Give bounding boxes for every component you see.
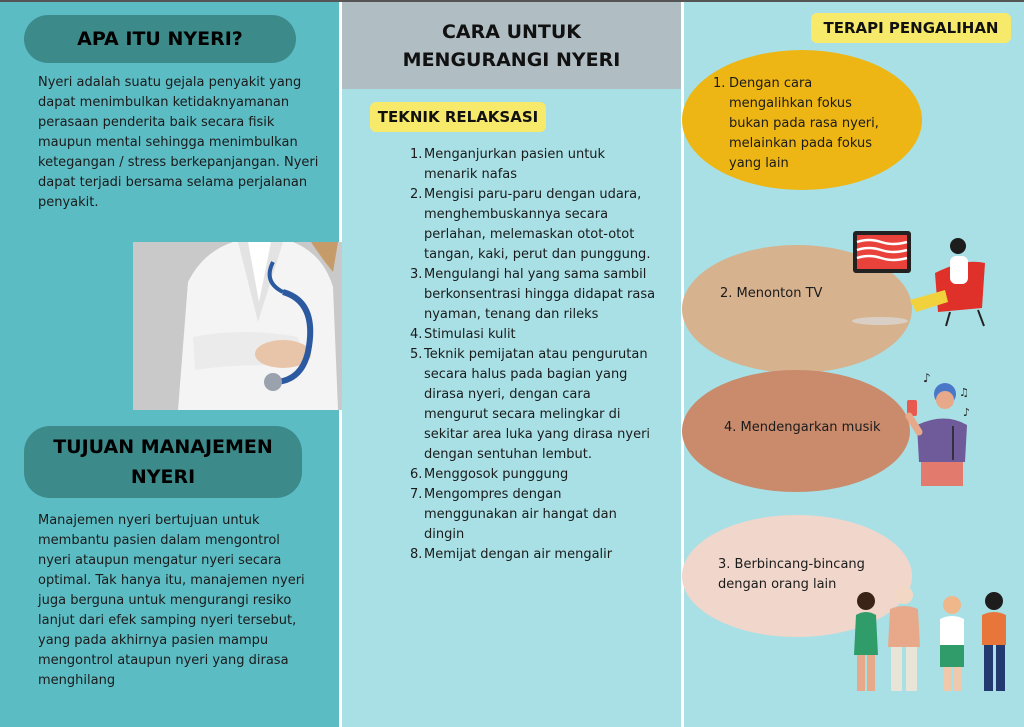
list-item: 2. Mengisi paru-paru dengan udara, menghembuskannya secara perlahan, melemaskan otot-otot tangan, kaki, perut dan punggung. (410, 187, 651, 262)
title-line2: MENGURANGI NYERI (402, 49, 621, 71)
heading-tujuan-manajemen (24, 426, 302, 498)
list-item: 3. Mengulangi hal yang sama sambil berkonsentrasi hingga didapat rasa nyaman, tenang dan rileks (410, 267, 656, 322)
title-line1: CARA UNTUK (441, 21, 582, 43)
list-item: 6. Menggosok punggung (410, 467, 569, 482)
heading-apa-itu-nyeri: APA ITU NYERI? (24, 15, 296, 63)
list-item: 8. Memijat dengan air mengalir (410, 547, 613, 562)
list-item: 5. Teknik pemijatan atau pengurutan secara halus pada bagian yang dirasa nyeri, dengan cara mengurut secara melingkar di sekitar area luka yang dirasa nyeri dengan sentuhan lembut. (410, 347, 651, 462)
paragraph-definition: Nyeri adalah suatu gejala penyakit yang dapat menimbulkan ketidaknyamanan perasaan penderita baik secara fisik maupun mental sehingga menimbulkan ketegangan / stress berkepanjangan. Nyeri dapat terjadi bersama selama perjalanan penyakit. (38, 75, 319, 210)
item1-text: 1. Dengan cara mengalihkan fokus bukan pada rasa nyeri, melainkan pada fokus yang lain (713, 76, 879, 171)
list-item: 7. Mengompres dengan menggunakan air hangat dan dingin (410, 487, 617, 542)
svg-text:♫: ♫ (959, 386, 969, 399)
paragraph-purpose: Manajemen nyeri bertujuan untuk membantu pasien dalam mengontrol nyeri ataupun mengatur nyeri secara optimal. Tak hanya itu, manajemen nyeri juga berguna untuk mengurangi resiko lanjut dari efek samping nyeri tersebut, yang pada akhirnya pasien mampu mengontrol ataupun nyeri yang dirasa menghilang (38, 513, 305, 688)
title-terapi-pengalihan: TERAPI PENGALIHAN (811, 13, 1011, 43)
list-item: 4. Stimulasi kulit (410, 327, 516, 342)
doctor-photo (133, 242, 377, 410)
relaxation-steps-list (410, 145, 656, 565)
heading-tujuan-line1: TUJUAN MANAJEMEN (53, 436, 273, 458)
item3-text: 4. Mendengarkan musik (724, 420, 881, 435)
subtitle-teknik-relaksasi: TEKNIK RELAKSASI (370, 102, 546, 132)
item2-text: 2. Menonton TV (720, 286, 823, 301)
people-chatting-illustration (848, 585, 1018, 700)
tv-watching-illustration (850, 228, 990, 328)
title-cara-mengurangi (342, 18, 681, 74)
item4-text: 3. Berbincang-bincang dengan orang lain (718, 557, 865, 592)
svg-text:♪: ♪ (963, 406, 971, 419)
svg-text:♪: ♪ (923, 371, 931, 385)
list-item: 1. Menganjurkan pasien untuk menarik nafas (410, 147, 606, 182)
music-listening-illustration (895, 370, 985, 490)
heading-tujuan-line2: NYERI (130, 466, 196, 488)
